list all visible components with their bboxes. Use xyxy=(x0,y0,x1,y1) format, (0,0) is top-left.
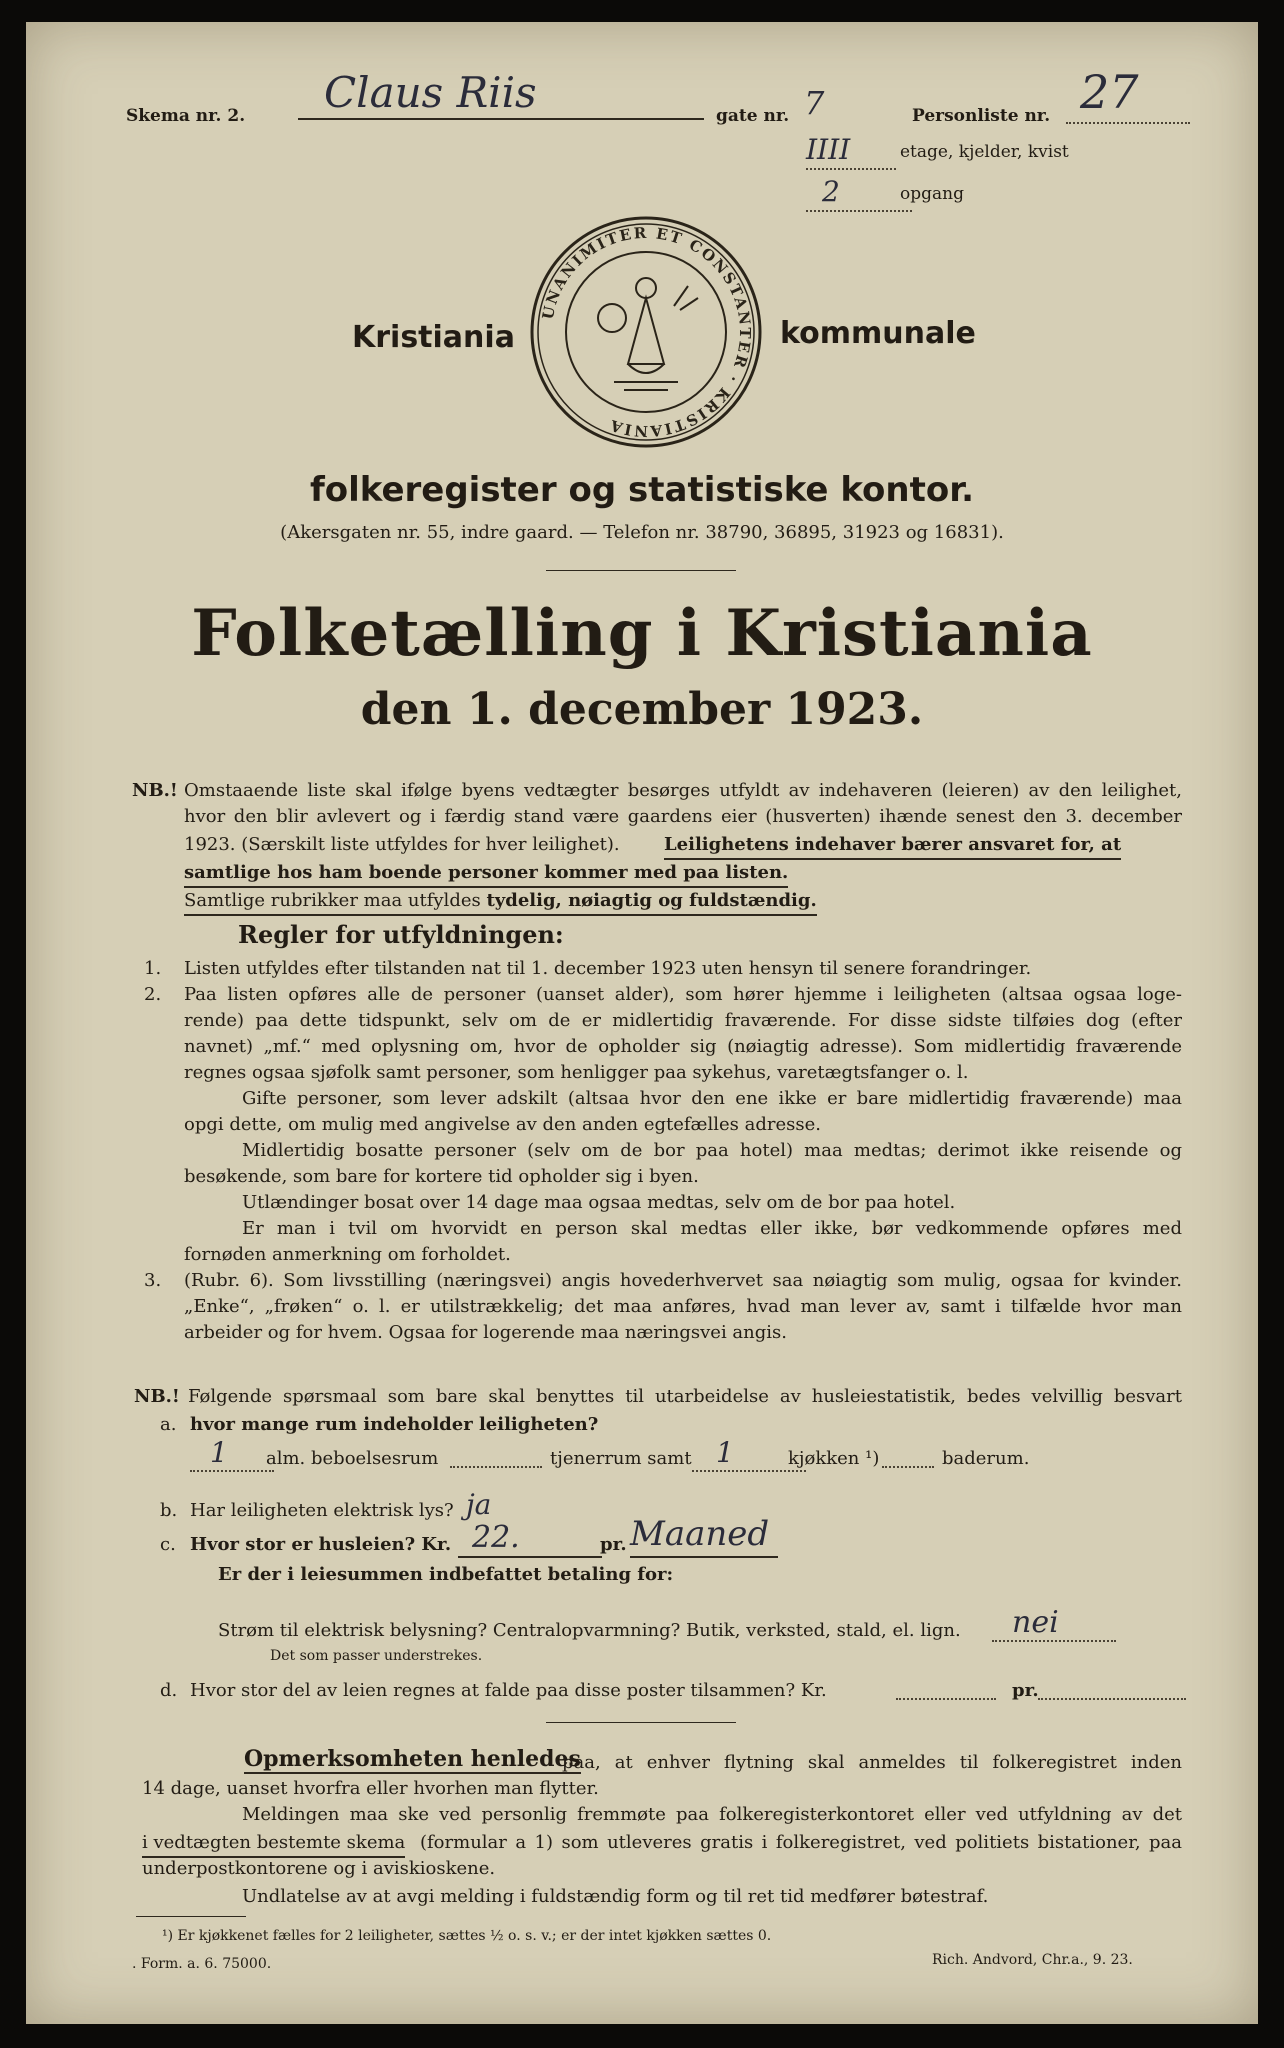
rule-2-line11: fornøden anmerkning om forholdet. xyxy=(184,1244,511,1265)
notice-line2: 14 dage, uanset hvorfra eller hvorhen man flytter. xyxy=(142,1778,599,1799)
census-form xyxy=(26,22,1258,2024)
nb2-label: NB.! xyxy=(134,1386,180,1407)
rule-2-line7: Midlertidig bosatte personer (selv om de bor paa hotel) maa medtas; derimot ikke reisende og xyxy=(242,1140,1182,1161)
nb1-line1: Omstaaende liste skal ifølge byens vedtægter besørges utfyldt av indehaveren (leieren) av den leilighet, xyxy=(184,780,1182,801)
rules-heading: Regler for utfyldningen: xyxy=(238,920,564,949)
nb1-line5a: Samtlige rubrikker maa utfyldes xyxy=(184,890,481,911)
etage-value[interactable]: IIII xyxy=(806,132,896,170)
rent-per-label: pr. xyxy=(600,1534,627,1555)
question-c-text: Hvor stor er husleien? Kr. xyxy=(190,1534,452,1555)
divider xyxy=(546,1722,736,1723)
nb1-line2: hvor den blir avlevert og i færdig stand være gaardens eier (husverten) ihænde senest den 3. december xyxy=(184,806,1182,827)
notice-line3: Meldingen maa ske ved personlig fremmøte paa folkeregisterkontoret eller ved utfyldning av det xyxy=(242,1804,1182,1825)
rooms-label: alm. beboelsesrum xyxy=(266,1448,439,1469)
rule-3-line1: (Rubr. 6). Som livsstilling (næringsvei) angis hovederhvervet saa nøiagtig som mulig, ogsaa for kvinder. xyxy=(184,1270,1182,1291)
svg-text:UNANIMITER ET CONSTANTER · KRI: UNANIMITER ET CONSTANTER · KRISTIANIA xyxy=(538,223,755,441)
nb1-label: NB.! xyxy=(132,780,178,801)
etage-label: etage, kjelder, kvist xyxy=(900,142,1069,162)
opgang-value[interactable]: 2 xyxy=(806,174,912,212)
divider xyxy=(546,570,736,571)
gate-label: gate nr. xyxy=(716,106,790,126)
question-c-label: c. xyxy=(160,1534,176,1555)
notice-line6: Undlatelse av at avgi melding i fuldstændig form og til ret tid medfører bøtestraf. xyxy=(242,1886,989,1907)
question-b-label: b. xyxy=(160,1500,178,1521)
bath-field[interactable] xyxy=(882,1466,934,1468)
rule-1-number: 1. xyxy=(144,958,162,979)
rule-2-line1: Paa listen opføres alle de personer (uanset alder), som hører hjemme i leiligheten (altsaa ogsaa loge- xyxy=(184,984,1182,1005)
rule-2-line10: Er man i tvil om hvorvidt en person skal medtas eller ikke, bør vedkommende opføres med xyxy=(242,1218,1182,1239)
personliste-number[interactable]: 27 xyxy=(1066,62,1190,124)
nb1-line3a: 1923. (Særskilt liste utfyldes for hver leilighet). xyxy=(184,834,620,855)
share-per-label: pr. xyxy=(1012,1680,1039,1701)
footnote-rule xyxy=(136,1916,246,1917)
question-c-sub: Er der i leiesummen indbefattet betaling for: xyxy=(218,1564,674,1585)
rule-1-text: Listen utfyldes efter tilstanden nat til 1. december 1923 uten hensyn til senere forandringer. xyxy=(184,958,1032,979)
kristiania-seal-icon xyxy=(528,214,764,450)
question-a-label: a. xyxy=(160,1414,177,1435)
question-b-text: Har leiligheten elektrisk lys? xyxy=(190,1500,454,1521)
rule-2-number: 2. xyxy=(144,984,162,1005)
rent-amount[interactable]: 22. xyxy=(458,1520,602,1558)
rule-2-line9: Utlændinger bosat over 14 dage maa ogsaa medtas, selv om de bor paa hotel. xyxy=(242,1192,956,1213)
kitchen-count[interactable]: 1 xyxy=(692,1436,806,1472)
nb2-intro: Følgende spørsmaal som bare skal benyttes til utarbeidelse av husleiestatistik, bedes velvillig besvart xyxy=(188,1386,1182,1407)
question-d-text: Hvor stor del av leien regnes at falde paa disse poster tilsammen? Kr. xyxy=(190,1680,827,1701)
question-c-items: Strøm til elektrisk belysning? Centralopvarmning? Butik, verksted, stald, el. lign. xyxy=(218,1620,961,1641)
notice-heading: Opmerksomheten henledes xyxy=(244,1746,581,1772)
notice-line5: underpostkontorene og i aviskioskene. xyxy=(142,1858,496,1879)
rule-2-line6: opgi dette, om mulig med angivelse av den anden egtefælles adresse. xyxy=(184,1114,821,1135)
rule-2-line2: rende) paa dette tidspunkt, selv om de er midlertidig fraværende. For disse sidste tilføies dog (efter xyxy=(184,1010,1182,1031)
notice-line4b: (formular a 1) som utleveres gratis i folkeregistret, ved politiets bistationer, paa xyxy=(420,1832,1182,1853)
rule-2-line3: navnet) „mf.“ med oplysning om, hvor de opholder sig (nøiagtig adresse). Som midlertidig fraværende xyxy=(184,1036,1182,1057)
skema-number: Skema nr. 2. xyxy=(126,106,246,126)
question-d-label: d. xyxy=(160,1680,178,1701)
footnote: ¹) Er kjøkkenet fælles for 2 leiligheter, sættes ½ o. s. v.; er der intet kjøkken sættes 0. xyxy=(162,1928,772,1944)
electric-light-answer[interactable]: ja xyxy=(466,1488,492,1521)
seal-left-label: Kristiania xyxy=(352,320,515,355)
main-subtitle: den 1. december 1923. xyxy=(360,684,924,735)
rule-2-line5: Gifte personer, som lever adskilt (altsaa hvor den ene ikke er bare midlertidig fraværende) maa xyxy=(242,1088,1182,1109)
office-title: folkeregister og statistiske kontor. xyxy=(309,470,975,510)
personliste-label: Personliste nr. xyxy=(912,106,1051,126)
question-c-note: Det som passer understrekes. xyxy=(270,1648,483,1664)
rooms-count[interactable]: 1 xyxy=(190,1436,274,1472)
share-period-field[interactable] xyxy=(1038,1698,1186,1700)
share-amount-field[interactable] xyxy=(896,1698,996,1700)
nb1-line3b: Leilighetens indehaver bærer ansvaret for, at xyxy=(664,832,1121,860)
servant-rooms-field[interactable] xyxy=(450,1466,542,1468)
office-address: (Akersgaten nr. 55, indre gaard. — Telefon nr. 38790, 36895, 31923 og 16831). xyxy=(280,522,1004,543)
opgang-label: opgang xyxy=(900,184,964,204)
rule-3-line3: arbeider og for hvem. Ogsaa for logerende maa næringsvei angis. xyxy=(184,1322,787,1343)
kitchen-label: kjøkken ¹) xyxy=(788,1448,880,1469)
nb1-line5 xyxy=(184,888,817,916)
seal-right-label: kommunale xyxy=(780,316,976,351)
notice-line4a: i vedtægten bestemte skema xyxy=(142,1830,405,1858)
included-items-answer[interactable]: nei xyxy=(992,1606,1116,1642)
servant-rooms-label: tjenerrum samt xyxy=(550,1448,692,1469)
main-title: Folketælling i Kristiania xyxy=(191,596,1093,671)
gate-number[interactable]: 7 xyxy=(804,84,825,122)
rule-3-line2: „Enke“, „frøken“ o. l. er utilstrækkelig; det maa anføres, hvad man lever av, samt i tilfælde hvor man xyxy=(184,1296,1182,1317)
printer-credit: Rich. Andvord, Chr.a., 9. 23. xyxy=(932,1952,1133,1968)
rule-3-number: 3. xyxy=(144,1270,162,1291)
street-name[interactable]: Claus Riis xyxy=(298,68,704,120)
form-number: . Form. a. 6. 75000. xyxy=(132,1956,272,1972)
rent-period[interactable]: Maaned xyxy=(630,1512,778,1558)
question-a-text: hvor mange rum indeholder leiligheten? xyxy=(190,1414,599,1435)
notice-line1: paa, at enhver flytning skal anmeldes til folkeregistret inden xyxy=(562,1752,1182,1773)
bath-label: baderum. xyxy=(942,1448,1030,1469)
rule-2-line8: besøkende, som bare for kortere tid opholder sig i byen. xyxy=(184,1166,699,1187)
nb1-line4: samtlige hos ham boende personer kommer med paa listen. xyxy=(184,860,788,888)
rule-2-line4: regnes ogsaa sjøfolk samt personer, som henligger paa sykehus, varetægtsfanger o. l. xyxy=(184,1062,969,1083)
nb1-line5b: tydelig, nøiagtig og fuldstændig. xyxy=(486,890,817,911)
